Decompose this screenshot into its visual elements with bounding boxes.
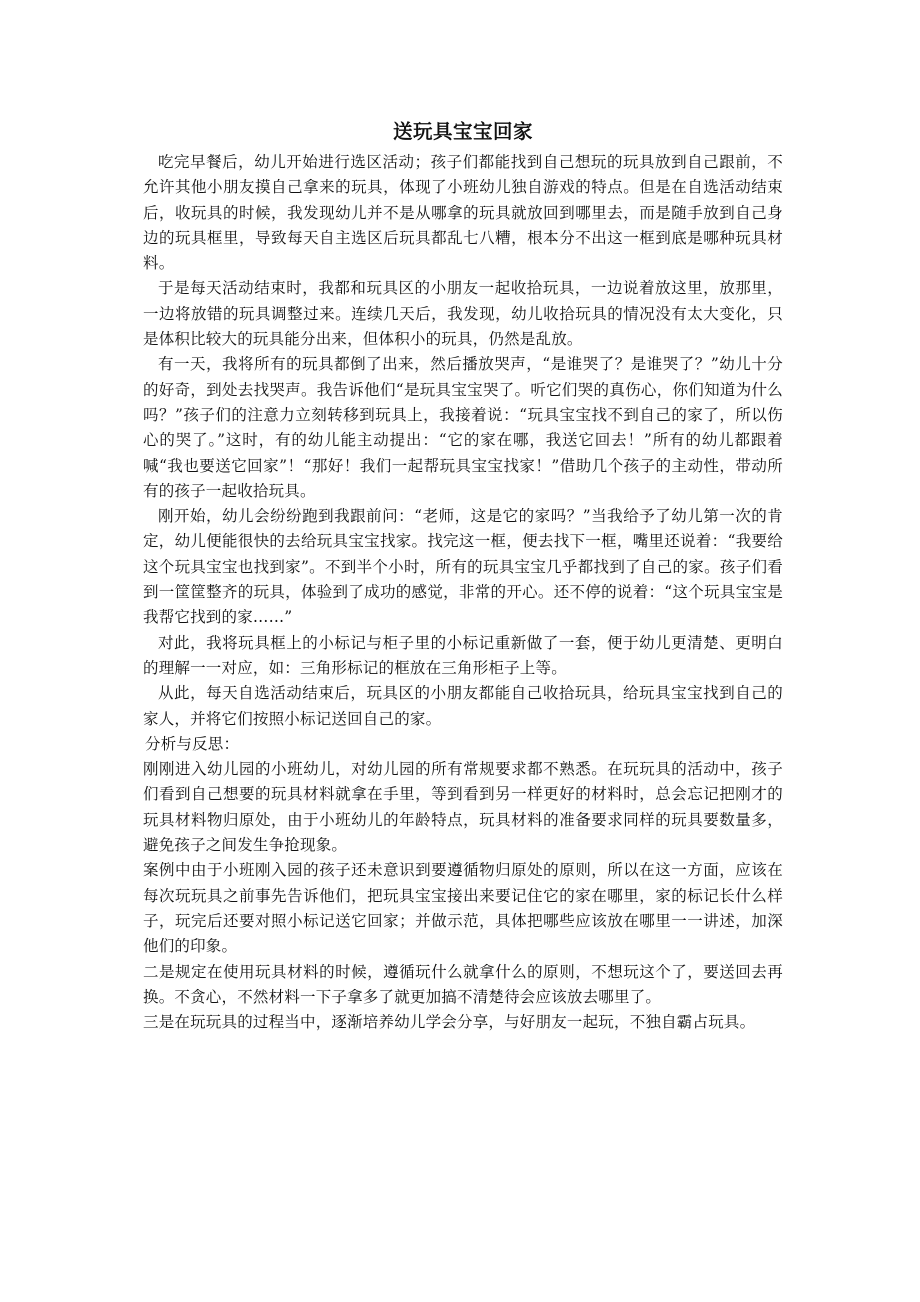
analysis-heading: 分析与反思： [145,734,240,753]
story-paragraph-6: 从此，每天自选活动结束后，玩具区的小朋友都能自己收拾玩具，给玩具宝宝找到自己的家人，并将它们按照小标记送回自己的家。 [143,684,783,728]
document-title: 送玩具宝宝回家 [392,120,533,143]
story-paragraph-5: 对此，我将玩具框上的小标记与柜子里的小标记重新做了一套，便于幼儿更清楚、更明白的理解一一对应，如：三角形标记的框放在三角形柜子上等。 [143,633,783,677]
story-paragraph-2: 于是每天活动结束时，我都和玩具区的小朋友一起收拾玩具，一边说着放这里，放那里，一边将放错的玩具调整过来。连续几天后，我发现，幼儿收拾玩具的情况没有太大变化，只是体积比较大的玩具能分出来，但体积小的玩具，仍然是乱放。 [143,279,783,349]
analysis-paragraph-4: 三是在玩玩具的过程当中，逐渐培养幼儿学会分享，与好朋友一起玩，不独自霸占玩具。 [143,1013,756,1032]
analysis-paragraph-3: 二是规定在使用玩具材料的时候，遵循玩什么就拿什么的原则，不想玩这个了，要送回去再换。不贪心，不然材料一下子拿多了就更加搞不清楚待会应该放去哪里了。 [143,962,783,1006]
story-paragraph-3: 有一天，我将所有的玩具都倒了出来，然后播放哭声，“是谁哭了？是谁哭了？”幼儿十分的好奇，到处去找哭声。我告诉他们“是玩具宝宝哭了。听它们哭的真伤心，你们知道为什么吗？”孩子们的注意力立刻转移到玩具上，我接着说：“玩具宝宝找不到自己的家了，所以伤心的哭了。”这时，有的幼儿能主动提出：“它的家在哪，我送它回去！”所有的幼儿都跟着喊“我也要送它回家”！“那好！我们一起帮玩具宝宝找家！”借助几个孩子的主动性，带动所有的孩子一起收拾玩具。 [143,355,783,500]
story-paragraph-4: 刚开始，幼儿会纷纷跑到我跟前问：“老师，这是它的家吗？”当我给予了幼儿第一次的肯定，幼儿便能很快的去给玩具宝宝找家。找完这一框，便去找下一框，嘴里还说着：“我要给这个玩具宝宝也找到家”。不到半个小时，所有的玩具宝宝几乎都找到了自己的家。孩子们看到一筐筐整齐的玩具，体验到了成功的感觉，非常的开心。还不停的说着：“这个玩具宝宝是我帮它找到的家……” [143,507,783,627]
analysis-paragraph-1: 刚刚进入幼儿园的小班幼儿，对幼儿园的所有常规要求都不熟悉。在玩玩具的活动中，孩子们看到自己想要的玩具材料就拿在手里，等到看到另一样更好的材料时，总会忘记把刚才的玩具材料物归原处，由于小班幼儿的年龄特点，玩具材料的准备要求同样的玩具要数量多，避免孩子之间发生争抢现象。 [143,760,783,855]
document-page [143,118,783,1035]
analysis-paragraph-2: 案例中由于小班刚入园的孩子还未意识到要遵循物归原处的原则，所以在这一方面，应该在每次玩玩具之前事先告诉他们，把玩具宝宝接出来要记住它的家在哪里，家的标记长什么样子，玩完后还要对照小标记送它回家；并做示范，具体把哪些应该放在哪里一一讲述，加深他们的印象。 [143,861,783,956]
story-paragraph-1: 吃完早餐后，幼儿开始进行选区活动；孩子们都能找到自己想玩的玩具放到自己跟前，不允许其他小朋友摸自己拿来的玩具，体现了小班幼儿独自游戏的特点。但是在自选活动结束后，收玩具的时候，我发现幼儿并不是从哪拿的玩具就放回到哪里去，而是随手放到自己身边的玩具框里，导致每天自主选区后玩具都乱七八糟，根本分不出这一框到底是哪种玩具材料。 [143,153,783,273]
